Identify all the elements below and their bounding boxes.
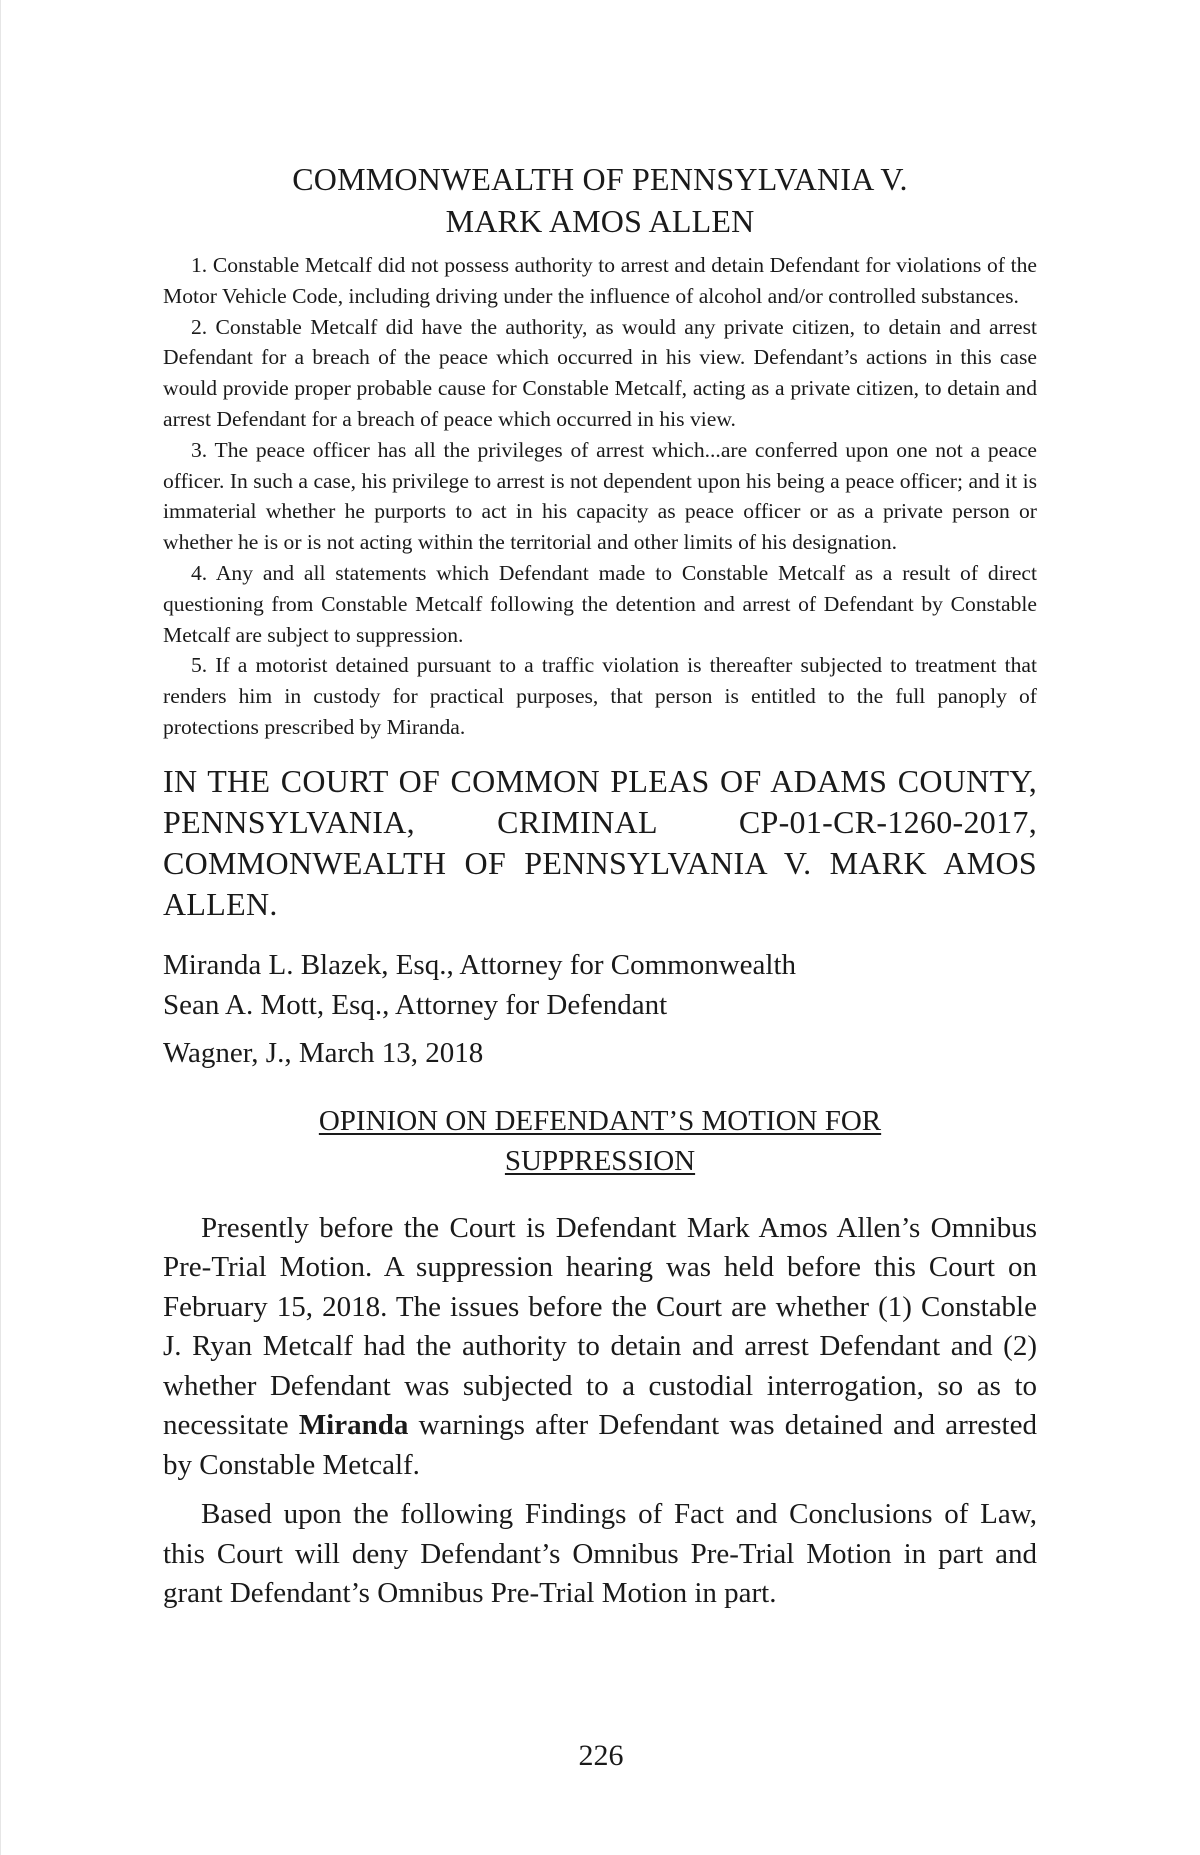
counsel-list — [163, 945, 1037, 1025]
paragraph-1-text-end: warnings after Defendant was detained and arrested by Constable Metcalf. — [163, 1409, 1037, 1481]
court-caption: IN THE COURT OF COMMON PLEAS OF ADAMS COUNTY, PENNSYLVANIA, CRIMINAL CP-01-CR-1260-2017, COMMONWEALTH OF PENNSYLVANIA V. MARK AMOS ALLEN. — [163, 762, 1037, 922]
opinion-title-line-2: SUPPRESSION — [504, 1144, 696, 1177]
headnote-1: 1. Constable Metcalf did not possess authority to arrest and detain Defendant for violations of the Motor Vehicle Code, including driving under the influence of alcohol and/or controlled substances. — [163, 253, 1037, 308]
headnote-5: 5. If a motorist detained pursuant to a traffic violation is thereafter subjected to treatment that renders him in custody for practical purposes, that person is entitled to the full panoply of protections prescribed by Miranda. — [163, 653, 1037, 739]
headnotes — [163, 250, 1037, 743]
opinion-title-line-1: OPINION ON DEFENDANT’S MOTION FOR — [318, 1104, 882, 1137]
counsel-commonwealth: Miranda L. Blazek, Esq., Attorney for Commonwealth — [163, 948, 797, 981]
case-title-line-1: COMMONWEALTH OF PENNSYLVANIA V. — [292, 161, 908, 197]
counsel-defendant: Sean A. Mott, Esq., Attorney for Defendant — [163, 988, 668, 1021]
case-title-line-2: MARK AMOS ALLEN — [445, 203, 755, 239]
page-content — [163, 158, 1037, 1614]
headnote-2: 2. Constable Metcalf did have the authority, as would any private citizen, to detain and arrest Defendant for a breach of the peace which occurred in his view. Defendant’s actions in this case would provide proper probable cause for Constable Metcalf, acting as a private citizen, to detain and arrest Defendant for a breach of peace which occurred in his view. — [163, 314, 1037, 431]
opinion-body — [163, 1209, 1037, 1614]
headnote-4: 4. Any and all statements which Defendant made to Constable Metcalf as a result of direct questioning from Constable Metcalf following the detention and arrest of Defendant by Constable Metcalf are subject to suppression. — [163, 560, 1037, 647]
opinion-paragraph-2: Based upon the following Findings of Fact and Conclusions of Law, this Court will deny Defendant’s Omnibus Pre-Trial Motion in part and grant Defendant’s Omnibus Pre-Trial Motion in part. — [163, 1498, 1037, 1610]
opinion-title — [163, 1101, 1037, 1181]
case-title — [163, 158, 1037, 242]
headnote-3: 3. The peace officer has all the privileges of arrest which...are conferred upon one not a peace officer. In such a case, his privilege to arrest is not dependent upon his being a peace officer; and it is immaterial whether he purports to act in his capacity as peace officer or as a private person or whether he is or is not acting within the territorial and other limits of his designation. — [163, 437, 1037, 555]
judge-date-line: Wagner, J., March 13, 2018 — [163, 1036, 484, 1069]
opinion-paragraph-1 — [163, 1209, 1037, 1486]
miranda-emphasis: Miranda — [298, 1409, 409, 1442]
paragraph-1-text-start: Presently before the Court is Defendant Mark Amos Allen’s Omnibus Pre-Trial Motion. A suppression hearing was held before this Court on February 15, 2018. The issues before the Court are whether (1) Constable J. Ryan Metcalf had the authority to detain and arrest Defendant and (2) whether Defendant was subjected to a custodial interrogation, so as to necessitate — [163, 1211, 1037, 1442]
page-number: 226 — [578, 1739, 624, 1772]
